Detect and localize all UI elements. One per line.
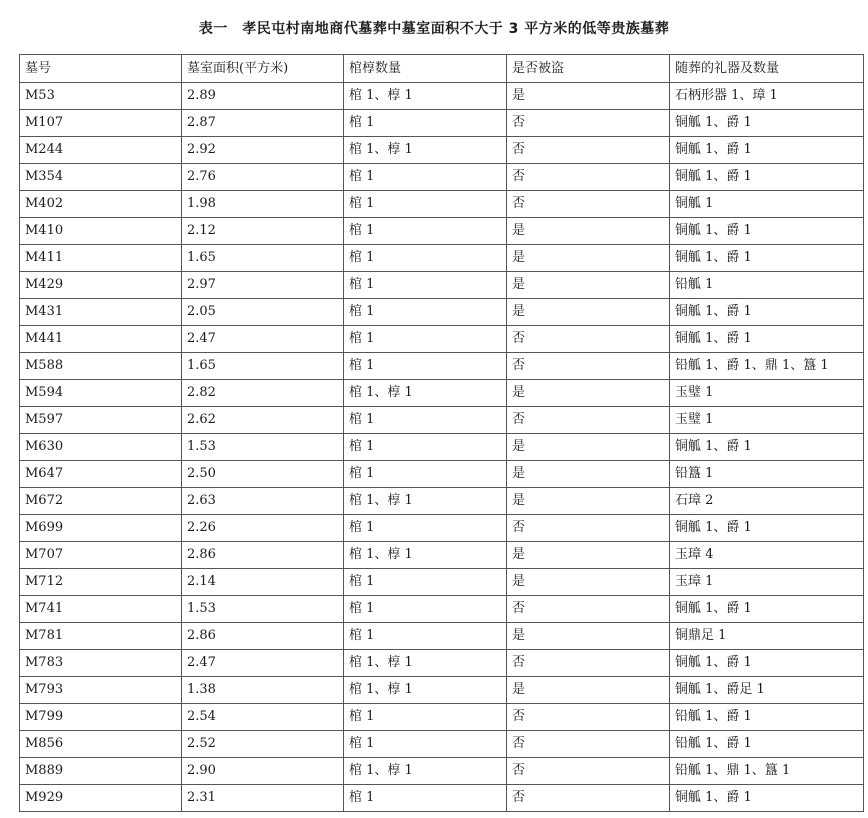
table-row <box>20 164 864 191</box>
table-row <box>20 542 864 569</box>
cell-ritual-vessels: 铅觚 1、爵 1、鼎 1、簋 1 <box>670 353 864 380</box>
cell-chamber-area: 2.12 <box>182 218 344 245</box>
cell-ritual-vessels: 铜觚 1、爵 1 <box>670 785 864 812</box>
cell-tomb-id: M431 <box>20 299 182 326</box>
cell-ritual-vessels: 铜觚 1、爵 1 <box>670 137 864 164</box>
cell-ritual-vessels: 石璋 2 <box>670 488 864 515</box>
cell-ritual-vessels: 石柄形器 1、璋 1 <box>670 83 864 110</box>
cell-tomb-id: M793 <box>20 677 182 704</box>
table-row <box>20 515 864 542</box>
cell-tomb-id: M741 <box>20 596 182 623</box>
table-row <box>20 83 864 110</box>
cell-coffin-count: 棺 1 <box>344 218 507 245</box>
cell-tomb-id: M354 <box>20 164 182 191</box>
cell-coffin-count: 棺 1、椁 1 <box>344 542 507 569</box>
cell-looted: 否 <box>507 785 670 812</box>
cell-ritual-vessels: 铜觚 1、爵 1 <box>670 164 864 191</box>
cell-coffin-count: 棺 1 <box>344 407 507 434</box>
cell-tomb-id: M410 <box>20 218 182 245</box>
cell-ritual-vessels: 铜觚 1、爵 1 <box>670 515 864 542</box>
cell-looted: 是 <box>507 245 670 272</box>
table-row <box>20 110 864 137</box>
cell-tomb-id: M699 <box>20 515 182 542</box>
cell-looted: 否 <box>507 407 670 434</box>
cell-looted: 是 <box>507 83 670 110</box>
cell-tomb-id: M411 <box>20 245 182 272</box>
cell-chamber-area: 2.89 <box>182 83 344 110</box>
cell-ritual-vessels: 铜觚 1、爵 1 <box>670 434 864 461</box>
cell-tomb-id: M799 <box>20 704 182 731</box>
table-row <box>20 218 864 245</box>
cell-coffin-count: 棺 1、椁 1 <box>344 758 507 785</box>
cell-chamber-area: 2.50 <box>182 461 344 488</box>
cell-chamber-area: 2.90 <box>182 758 344 785</box>
header-coffin-count: 棺椁数量 <box>344 55 507 83</box>
cell-chamber-area: 1.98 <box>182 191 344 218</box>
table-row <box>20 677 864 704</box>
cell-ritual-vessels: 铜觚 1、爵 1 <box>670 245 864 272</box>
cell-tomb-id: M783 <box>20 650 182 677</box>
cell-coffin-count: 棺 1 <box>344 272 507 299</box>
cell-coffin-count: 棺 1、椁 1 <box>344 677 507 704</box>
cell-chamber-area: 1.53 <box>182 434 344 461</box>
cell-tomb-id: M441 <box>20 326 182 353</box>
cell-looted: 是 <box>507 542 670 569</box>
table-row <box>20 299 864 326</box>
header-ritual-vessels: 随葬的礼器及数量 <box>670 55 864 83</box>
cell-looted: 否 <box>507 596 670 623</box>
cell-chamber-area: 2.05 <box>182 299 344 326</box>
cell-looted: 否 <box>507 191 670 218</box>
cell-ritual-vessels: 铜鼎足 1 <box>670 623 864 650</box>
cell-looted: 否 <box>507 164 670 191</box>
cell-ritual-vessels: 铜觚 1、爵 1 <box>670 110 864 137</box>
cell-coffin-count: 棺 1 <box>344 596 507 623</box>
cell-looted: 否 <box>507 650 670 677</box>
cell-coffin-count: 棺 1 <box>344 434 507 461</box>
cell-tomb-id: M929 <box>20 785 182 812</box>
header-looted: 是否被盗 <box>507 55 670 83</box>
cell-ritual-vessels: 铅觚 1 <box>670 272 864 299</box>
cell-chamber-area: 1.65 <box>182 353 344 380</box>
cell-tomb-id: M707 <box>20 542 182 569</box>
cell-coffin-count: 棺 1 <box>344 164 507 191</box>
cell-tomb-id: M781 <box>20 623 182 650</box>
cell-coffin-count: 棺 1 <box>344 191 507 218</box>
table-row <box>20 731 864 758</box>
cell-coffin-count: 棺 1 <box>344 569 507 596</box>
cell-chamber-area: 1.38 <box>182 677 344 704</box>
table-row <box>20 623 864 650</box>
cell-coffin-count: 棺 1、椁 1 <box>344 137 507 164</box>
header-tomb-id: 墓号 <box>20 55 182 83</box>
cell-ritual-vessels: 铜觚 1、爵 1 <box>670 299 864 326</box>
table-row <box>20 434 864 461</box>
cell-tomb-id: M597 <box>20 407 182 434</box>
cell-coffin-count: 棺 1 <box>344 731 507 758</box>
cell-looted: 否 <box>507 515 670 542</box>
cell-tomb-id: M402 <box>20 191 182 218</box>
cell-ritual-vessels: 玉璋 4 <box>670 542 864 569</box>
cell-chamber-area: 2.47 <box>182 326 344 353</box>
cell-coffin-count: 棺 1 <box>344 110 507 137</box>
table-row <box>20 704 864 731</box>
cell-looted: 否 <box>507 110 670 137</box>
cell-ritual-vessels: 铜觚 1、爵足 1 <box>670 677 864 704</box>
cell-ritual-vessels: 铜觚 1、爵 1 <box>670 218 864 245</box>
cell-coffin-count: 棺 1、椁 1 <box>344 380 507 407</box>
cell-coffin-count: 棺 1、椁 1 <box>344 488 507 515</box>
cell-looted: 是 <box>507 272 670 299</box>
cell-ritual-vessels: 铅簋 1 <box>670 461 864 488</box>
cell-looted: 否 <box>507 353 670 380</box>
cell-coffin-count: 棺 1 <box>344 353 507 380</box>
cell-chamber-area: 2.82 <box>182 380 344 407</box>
cell-coffin-count: 棺 1 <box>344 299 507 326</box>
table-caption: 表一 孝民屯村南地商代墓葬中墓室面积不大于 3 平方米的低等贵族墓葬 <box>198 21 670 37</box>
cell-ritual-vessels: 玉璋 1 <box>670 569 864 596</box>
header-row <box>20 55 864 83</box>
table-row <box>20 407 864 434</box>
table-row <box>20 326 864 353</box>
table-row <box>20 785 864 812</box>
table-row <box>20 380 864 407</box>
cell-looted: 是 <box>507 623 670 650</box>
cell-looted: 是 <box>507 461 670 488</box>
cell-chamber-area: 2.63 <box>182 488 344 515</box>
cell-looted: 是 <box>507 677 670 704</box>
cell-tomb-id: M107 <box>20 110 182 137</box>
cell-ritual-vessels: 铜觚 1、爵 1 <box>670 326 864 353</box>
cell-looted: 否 <box>507 137 670 164</box>
cell-chamber-area: 2.87 <box>182 110 344 137</box>
cell-coffin-count: 棺 1 <box>344 785 507 812</box>
cell-ritual-vessels: 铜觚 1、爵 1 <box>670 596 864 623</box>
cell-coffin-count: 棺 1、椁 1 <box>344 83 507 110</box>
cell-ritual-vessels: 玉璧 1 <box>670 407 864 434</box>
cell-looted: 否 <box>507 731 670 758</box>
cell-chamber-area: 2.76 <box>182 164 344 191</box>
cell-chamber-area: 2.14 <box>182 569 344 596</box>
cell-looted: 否 <box>507 758 670 785</box>
cell-tomb-id: M244 <box>20 137 182 164</box>
cell-chamber-area: 2.86 <box>182 623 344 650</box>
table-row <box>20 137 864 164</box>
cell-ritual-vessels: 铅觚 1、爵 1 <box>670 704 864 731</box>
cell-chamber-area: 1.53 <box>182 596 344 623</box>
cell-coffin-count: 棺 1、椁 1 <box>344 650 507 677</box>
cell-ritual-vessels: 玉璧 1 <box>670 380 864 407</box>
table-row <box>20 758 864 785</box>
table-row <box>20 569 864 596</box>
cell-coffin-count: 棺 1 <box>344 326 507 353</box>
cell-looted: 是 <box>507 380 670 407</box>
cell-chamber-area: 2.31 <box>182 785 344 812</box>
cell-looted: 是 <box>507 488 670 515</box>
cell-coffin-count: 棺 1 <box>344 704 507 731</box>
table-header <box>20 55 864 83</box>
cell-ritual-vessels: 铅觚 1、爵 1 <box>670 731 864 758</box>
cell-chamber-area: 2.47 <box>182 650 344 677</box>
table-row <box>20 245 864 272</box>
table-body <box>20 83 864 812</box>
table-row <box>20 650 864 677</box>
cell-looted: 是 <box>507 299 670 326</box>
tomb-table <box>19 54 864 812</box>
table-row <box>20 272 864 299</box>
cell-ritual-vessels: 铜觚 1、爵 1 <box>670 650 864 677</box>
cell-coffin-count: 棺 1 <box>344 461 507 488</box>
cell-tomb-id: M588 <box>20 353 182 380</box>
cell-tomb-id: M856 <box>20 731 182 758</box>
cell-ritual-vessels: 铜觚 1 <box>670 191 864 218</box>
cell-tomb-id: M53 <box>20 83 182 110</box>
cell-looted: 是 <box>507 569 670 596</box>
table-row <box>20 353 864 380</box>
table-row <box>20 191 864 218</box>
cell-chamber-area: 1.65 <box>182 245 344 272</box>
header-chamber-area: 墓室面积(平方米) <box>182 55 344 83</box>
cell-tomb-id: M594 <box>20 380 182 407</box>
cell-ritual-vessels: 铅觚 1、鼎 1、簋 1 <box>670 758 864 785</box>
cell-tomb-id: M712 <box>20 569 182 596</box>
cell-tomb-id: M889 <box>20 758 182 785</box>
cell-tomb-id: M429 <box>20 272 182 299</box>
cell-looted: 是 <box>507 434 670 461</box>
cell-tomb-id: M647 <box>20 461 182 488</box>
table-row <box>20 488 864 515</box>
table-row <box>20 596 864 623</box>
cell-chamber-area: 2.52 <box>182 731 344 758</box>
cell-coffin-count: 棺 1 <box>344 515 507 542</box>
cell-chamber-area: 2.26 <box>182 515 344 542</box>
cell-coffin-count: 棺 1 <box>344 245 507 272</box>
table-row <box>20 461 864 488</box>
cell-tomb-id: M630 <box>20 434 182 461</box>
cell-chamber-area: 2.62 <box>182 407 344 434</box>
cell-coffin-count: 棺 1 <box>344 623 507 650</box>
cell-tomb-id: M672 <box>20 488 182 515</box>
cell-chamber-area: 2.86 <box>182 542 344 569</box>
cell-chamber-area: 2.97 <box>182 272 344 299</box>
cell-looted: 否 <box>507 704 670 731</box>
cell-looted: 是 <box>507 218 670 245</box>
cell-chamber-area: 2.92 <box>182 137 344 164</box>
cell-chamber-area: 2.54 <box>182 704 344 731</box>
cell-looted: 否 <box>507 326 670 353</box>
